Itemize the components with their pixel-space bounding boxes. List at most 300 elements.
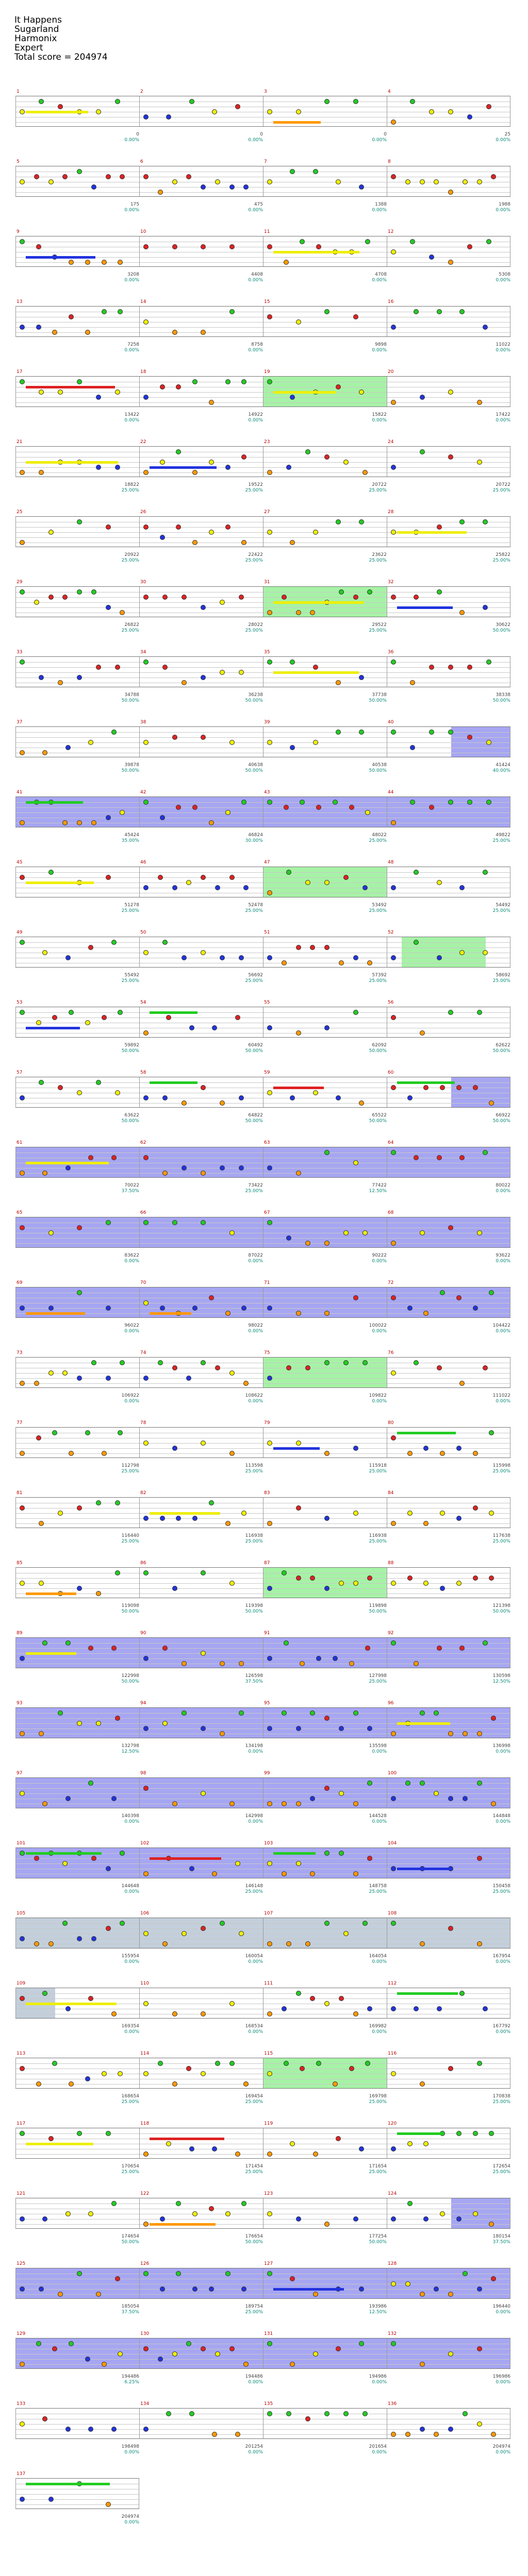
note-gem bbox=[106, 1866, 111, 1871]
note-gem bbox=[36, 244, 41, 249]
note-gem bbox=[111, 1646, 117, 1651]
measure-score: 171454 bbox=[245, 2164, 263, 2169]
sustain-tail bbox=[26, 111, 88, 113]
note-gem bbox=[120, 610, 125, 615]
bar-line bbox=[15, 1778, 16, 1808]
note-gem bbox=[239, 595, 244, 600]
note-gem bbox=[201, 605, 206, 610]
measure-score: 108622 bbox=[245, 1393, 263, 1398]
note-gem bbox=[473, 1451, 478, 1456]
note-gem bbox=[36, 2081, 41, 2087]
note-gem bbox=[267, 2011, 272, 2016]
note-gem bbox=[96, 665, 101, 670]
note-gem bbox=[158, 2357, 163, 2362]
staff bbox=[15, 1280, 510, 1318]
note-gem bbox=[405, 2432, 410, 2437]
measure-percent: 37.50% bbox=[245, 1679, 263, 1684]
measure-percent: 0.00% bbox=[496, 418, 510, 423]
note-gem bbox=[143, 1376, 148, 1381]
note-gem bbox=[420, 2427, 425, 2432]
measure-percent: 0.00% bbox=[124, 348, 139, 353]
note-gem bbox=[324, 880, 329, 885]
measure-score: 36238 bbox=[248, 692, 263, 698]
note-gem bbox=[172, 1801, 177, 1806]
note-gem bbox=[391, 2071, 396, 2076]
note-gem bbox=[172, 885, 177, 890]
staff bbox=[15, 1561, 510, 1598]
measure-percent: 50.00% bbox=[492, 1118, 510, 1124]
note-gem bbox=[36, 1435, 41, 1440]
measure-number: 94 bbox=[140, 1701, 146, 1706]
bar-line bbox=[139, 2198, 140, 2228]
measure-percent: 0.00% bbox=[248, 1259, 263, 1264]
note-gem bbox=[209, 530, 214, 535]
note-gem bbox=[235, 1861, 240, 1866]
bar-line bbox=[15, 657, 16, 687]
note-gem bbox=[489, 2131, 494, 2136]
measure-score: 185054 bbox=[121, 2304, 139, 2309]
sustain-tail bbox=[273, 601, 364, 604]
measure-score: 20922 bbox=[124, 552, 139, 557]
note-gem bbox=[77, 820, 82, 825]
note-gem bbox=[391, 2281, 396, 2286]
bar-line bbox=[139, 307, 140, 336]
note-gem bbox=[189, 2146, 194, 2151]
measure-score: 119098 bbox=[121, 1603, 139, 1608]
measure-score: 15822 bbox=[372, 412, 387, 417]
measure-percent: 0.00% bbox=[372, 1259, 387, 1264]
measure-score: 51278 bbox=[124, 903, 139, 908]
note-gem bbox=[229, 875, 235, 880]
measure-percent: 0.00% bbox=[248, 418, 263, 423]
note-gem bbox=[477, 1856, 482, 1861]
staff bbox=[15, 89, 510, 127]
measure-score: 25822 bbox=[496, 552, 510, 557]
note-gem bbox=[284, 2061, 289, 2066]
bar-line bbox=[15, 727, 16, 757]
measure-score: 160054 bbox=[245, 1954, 263, 1959]
measure-number: 132 bbox=[388, 2331, 397, 2336]
measure-percent: 0.00% bbox=[248, 1749, 263, 1754]
note-gem bbox=[209, 2286, 214, 2292]
note-gem bbox=[477, 1781, 482, 1786]
note-gem bbox=[448, 800, 453, 805]
bar-line bbox=[15, 2479, 16, 2509]
note-gem bbox=[429, 255, 434, 260]
measure-number: 60 bbox=[388, 1070, 394, 1075]
note-gem bbox=[267, 1941, 272, 1946]
measure-number: 37 bbox=[16, 720, 23, 725]
staff bbox=[15, 860, 510, 897]
note-gem bbox=[229, 1230, 235, 1235]
note-gem bbox=[296, 1801, 301, 1806]
measure-percent: 50.00% bbox=[492, 698, 510, 703]
sustain-tail bbox=[397, 1722, 450, 1725]
note-gem bbox=[296, 1311, 301, 1316]
note-gem bbox=[58, 1511, 63, 1516]
measure-number: 135 bbox=[264, 2401, 273, 2406]
note-gem bbox=[459, 885, 465, 890]
measure-number: 126 bbox=[140, 2261, 150, 2266]
note-gem bbox=[158, 190, 163, 195]
bar-line bbox=[139, 797, 140, 827]
bar-line bbox=[139, 1217, 140, 1247]
note-gem bbox=[313, 2151, 318, 2157]
note-gem bbox=[77, 1225, 82, 1230]
note-gem bbox=[286, 2411, 291, 2416]
note-gem bbox=[186, 174, 191, 179]
staff-row bbox=[0, 158, 528, 219]
sustain-tail bbox=[150, 2138, 224, 2140]
note-gem bbox=[220, 1100, 225, 1106]
song-title: It Happens bbox=[14, 15, 62, 25]
note-gem bbox=[176, 2201, 181, 2206]
note-gem bbox=[391, 1731, 396, 1736]
note-gem bbox=[209, 2206, 214, 2211]
measure-percent: 25.00% bbox=[121, 488, 139, 493]
note-gem bbox=[367, 2006, 372, 2011]
measure-score: 144528 bbox=[369, 1814, 387, 1819]
measure-percent: 50.00% bbox=[369, 2240, 387, 2245]
note-gem bbox=[143, 1300, 148, 1306]
note-gem bbox=[410, 239, 415, 244]
note-gem bbox=[220, 670, 225, 675]
note-gem bbox=[201, 1220, 206, 1225]
measure-number: 75 bbox=[264, 1350, 270, 1355]
note-gem bbox=[420, 2362, 425, 2367]
measure-percent: 0.00% bbox=[496, 1749, 510, 1754]
sustain-tail bbox=[26, 386, 115, 388]
note-gem bbox=[239, 1095, 244, 1100]
note-gem bbox=[20, 875, 25, 880]
measure-number: 89 bbox=[16, 1631, 23, 1636]
note-gem bbox=[305, 1241, 310, 1246]
note-gem bbox=[491, 174, 496, 179]
measure-number: 120 bbox=[388, 2121, 397, 2126]
note-gem bbox=[362, 2411, 368, 2416]
note-gem bbox=[172, 1446, 177, 1451]
measure-number: 88 bbox=[388, 1561, 394, 1566]
bar-line bbox=[15, 1287, 16, 1317]
note-gem bbox=[158, 1360, 163, 1365]
measure-number: 114 bbox=[140, 2051, 150, 2056]
note-gem bbox=[477, 2421, 482, 2427]
note-gem bbox=[459, 610, 465, 615]
note-gem bbox=[362, 885, 368, 890]
note-gem bbox=[201, 1726, 206, 1731]
measure-number: 66 bbox=[140, 1210, 146, 1215]
note-gem bbox=[162, 1721, 168, 1726]
measure-percent: 0.00% bbox=[124, 1329, 139, 1334]
measure-number: 56 bbox=[388, 1000, 394, 1005]
note-gem bbox=[162, 940, 168, 945]
staff-row bbox=[0, 858, 528, 920]
note-gem bbox=[267, 1165, 272, 1171]
measure-percent: 50.00% bbox=[492, 628, 510, 633]
note-gem bbox=[201, 1085, 206, 1090]
note-gem bbox=[39, 1080, 44, 1085]
measure-number: 113 bbox=[16, 2051, 26, 2056]
measure-score: 189754 bbox=[245, 2304, 263, 2309]
measure-score: 73422 bbox=[248, 1183, 263, 1188]
measure-percent: 25.00% bbox=[492, 978, 510, 984]
note-gem bbox=[20, 2286, 25, 2292]
measure-percent: 0.00% bbox=[496, 1819, 510, 1824]
staff-row bbox=[0, 1629, 528, 1691]
note-gem bbox=[192, 1516, 197, 1521]
note-gem bbox=[473, 2131, 478, 2136]
staff bbox=[15, 930, 510, 968]
note-gem bbox=[267, 659, 272, 665]
note-gem bbox=[359, 1100, 364, 1106]
note-gem bbox=[215, 885, 220, 890]
bar-line bbox=[139, 1077, 140, 1107]
measure-score: 194486 bbox=[245, 2374, 263, 2379]
note-gem bbox=[310, 945, 315, 950]
note-gem bbox=[189, 2411, 194, 2416]
note-gem bbox=[473, 2211, 478, 2216]
note-gem bbox=[20, 1010, 25, 1015]
measure-percent: 25.00% bbox=[369, 1539, 387, 1544]
note-gem bbox=[39, 675, 44, 680]
measure-score: 13422 bbox=[124, 412, 139, 417]
measure-number: 128 bbox=[388, 2261, 397, 2266]
measure-percent: 37.50% bbox=[121, 1189, 139, 1194]
note-gem bbox=[353, 1801, 358, 1806]
note-gem bbox=[353, 1295, 358, 1300]
note-gem bbox=[420, 1941, 425, 1946]
measure-percent: 0.00% bbox=[372, 1329, 387, 1334]
note-gem bbox=[448, 1926, 453, 1931]
measure-score: 119898 bbox=[369, 1603, 387, 1608]
note-gem bbox=[362, 1921, 368, 1926]
measure-number: 71 bbox=[264, 1280, 270, 1285]
note-gem bbox=[143, 1095, 148, 1100]
note-gem bbox=[209, 820, 214, 825]
bar-line bbox=[139, 587, 140, 617]
measure-percent: 12.50% bbox=[492, 1679, 510, 1684]
bar-line bbox=[15, 1217, 16, 1247]
note-gem bbox=[284, 260, 289, 265]
measure-score: 28022 bbox=[248, 622, 263, 628]
sustain-tail bbox=[397, 1081, 455, 1084]
measure-score: 60492 bbox=[248, 1043, 263, 1048]
measure-number: 58 bbox=[140, 1070, 146, 1075]
measure-score: 26822 bbox=[124, 622, 139, 628]
note-gem bbox=[296, 1030, 301, 1036]
staff-row bbox=[0, 2260, 528, 2321]
measure-number: 129 bbox=[16, 2331, 26, 2336]
note-gem bbox=[39, 1731, 44, 1736]
note-gem bbox=[489, 1575, 494, 1581]
note-gem bbox=[296, 1726, 301, 1731]
note-gem bbox=[267, 740, 272, 745]
measure-score: 55492 bbox=[124, 973, 139, 978]
measure-score: 49822 bbox=[496, 833, 510, 838]
note-gem bbox=[235, 104, 240, 109]
note-gem bbox=[201, 184, 206, 190]
note-gem bbox=[434, 2432, 439, 2437]
bar-line bbox=[139, 2338, 140, 2368]
measure-score: 98022 bbox=[248, 1323, 263, 1328]
staff-row bbox=[0, 718, 528, 780]
measure-percent: 0.00% bbox=[248, 1399, 263, 1404]
note-gem bbox=[166, 1015, 171, 1020]
measure-percent: 50.00% bbox=[369, 1048, 387, 1054]
staff bbox=[15, 720, 510, 757]
measure-percent: 0.00% bbox=[372, 208, 387, 213]
measure-score: 115998 bbox=[492, 1463, 510, 1468]
staff bbox=[15, 2191, 510, 2229]
note-gem bbox=[85, 260, 90, 265]
note-gem bbox=[349, 1661, 354, 1666]
note-gem bbox=[20, 1225, 25, 1230]
measure-score: 201654 bbox=[369, 2444, 387, 2449]
note-gem bbox=[85, 2076, 90, 2081]
note-gem bbox=[324, 1025, 329, 1030]
note-gem bbox=[359, 184, 364, 190]
bar-line bbox=[15, 1568, 16, 1598]
note-gem bbox=[448, 190, 453, 195]
measure-score: 90222 bbox=[372, 1253, 387, 1258]
note-gem bbox=[483, 1640, 488, 1646]
note-gem bbox=[267, 1025, 272, 1030]
note-gem bbox=[212, 1025, 217, 1030]
note-gem bbox=[143, 114, 148, 120]
staff bbox=[15, 1000, 510, 1038]
bar-line bbox=[139, 1007, 140, 1037]
note-gem bbox=[96, 2292, 101, 2297]
note-gem bbox=[201, 2071, 206, 2076]
measure-number: 136 bbox=[388, 2401, 397, 2406]
sustain-tail bbox=[397, 1868, 452, 1870]
measure-number: 55 bbox=[264, 1000, 270, 1005]
measure-score: 1388 bbox=[375, 202, 387, 207]
measure-percent: 0.00% bbox=[124, 2450, 139, 2455]
measure-score: 116440 bbox=[121, 1533, 139, 1538]
note-gem bbox=[48, 1230, 54, 1235]
measure-percent: 25.00% bbox=[492, 1539, 510, 1544]
note-gem bbox=[420, 1781, 425, 1786]
note-gem bbox=[423, 1446, 428, 1451]
note-gem bbox=[39, 1581, 44, 1586]
note-gem bbox=[77, 1290, 82, 1295]
measure-score: 80022 bbox=[496, 1183, 510, 1188]
measure-percent: 0.00% bbox=[124, 1399, 139, 1404]
measure-number: 101 bbox=[16, 1841, 26, 1846]
note-gem bbox=[391, 465, 396, 470]
note-gem bbox=[267, 2151, 272, 2157]
note-gem bbox=[410, 680, 415, 685]
note-gem bbox=[477, 2286, 482, 2292]
measure-score: 9898 bbox=[375, 342, 387, 347]
note-gem bbox=[88, 2211, 93, 2216]
staff-row bbox=[0, 1699, 528, 1761]
note-gem bbox=[201, 1360, 206, 1365]
measure-percent: 0.00% bbox=[248, 1959, 263, 1964]
note-gem bbox=[201, 1440, 206, 1446]
note-gem bbox=[235, 1015, 240, 1020]
note-gem bbox=[448, 2427, 453, 2432]
note-gem bbox=[115, 389, 120, 395]
measure-percent: 0.00% bbox=[496, 1329, 510, 1334]
note-gem bbox=[448, 2351, 453, 2357]
note-gem bbox=[463, 1731, 468, 1736]
note-gem bbox=[463, 1796, 468, 1801]
note-gem bbox=[405, 2281, 410, 2286]
measure-percent: 0.00% bbox=[496, 348, 510, 353]
staff-row bbox=[0, 2330, 528, 2392]
bar-line bbox=[15, 2268, 16, 2298]
note-gem bbox=[20, 1505, 25, 1511]
measure-number: 23 bbox=[264, 439, 270, 445]
measure-percent: 0.00% bbox=[248, 348, 263, 353]
note-gem bbox=[353, 2011, 358, 2016]
measure-score: 17422 bbox=[496, 412, 510, 417]
measure-number: 30 bbox=[140, 580, 146, 585]
measure-number: 108 bbox=[388, 1911, 397, 1916]
measure-number: 24 bbox=[388, 439, 394, 445]
measure-score: 119398 bbox=[245, 1603, 263, 1608]
note-gem bbox=[115, 2276, 120, 2281]
note-gem bbox=[267, 2271, 272, 2276]
note-gem bbox=[267, 800, 272, 805]
measure-percent: 0.00% bbox=[372, 1959, 387, 1964]
note-gem bbox=[201, 1570, 206, 1575]
note-gem bbox=[166, 2411, 171, 2416]
note-gem bbox=[391, 1521, 396, 1526]
note-gem bbox=[359, 2146, 364, 2151]
note-gem bbox=[353, 1710, 358, 1716]
measure-percent: 25.00% bbox=[492, 1469, 510, 1474]
note-gem bbox=[336, 730, 341, 735]
note-gem bbox=[489, 1511, 494, 1516]
measure-percent: 30.00% bbox=[245, 838, 263, 843]
measure-score: 155954 bbox=[121, 1954, 139, 1959]
measure-number: 93 bbox=[16, 1701, 23, 1706]
measure-score: 121398 bbox=[492, 1603, 510, 1608]
measure-percent: 0.00% bbox=[496, 2450, 510, 2455]
sustain-tail bbox=[26, 882, 94, 884]
measure-score: 25 bbox=[504, 132, 510, 137]
note-gem bbox=[106, 875, 111, 880]
note-gem bbox=[77, 675, 82, 680]
note-gem bbox=[353, 595, 358, 600]
note-gem bbox=[353, 2216, 358, 2222]
measure-number: 26 bbox=[140, 510, 146, 515]
note-gem bbox=[77, 379, 82, 384]
note-gem bbox=[201, 1171, 206, 1176]
measure-percent: 25.00% bbox=[121, 1539, 139, 1544]
measure-percent: 0.00% bbox=[372, 2450, 387, 2455]
note-gem bbox=[420, 1030, 425, 1036]
note-gem bbox=[96, 109, 101, 114]
measure-number: 54 bbox=[140, 1000, 146, 1005]
note-gem bbox=[282, 1801, 287, 1806]
measure-score: 122998 bbox=[121, 1673, 139, 1679]
measure-score: 164054 bbox=[369, 1954, 387, 1959]
note-gem bbox=[48, 870, 54, 875]
measure-number: 53 bbox=[16, 1000, 23, 1005]
note-gem bbox=[36, 2341, 41, 2346]
bar-line bbox=[139, 657, 140, 687]
note-gem bbox=[353, 1581, 358, 1586]
note-gem bbox=[282, 2006, 287, 2011]
measure-percent: 0.00% bbox=[496, 208, 510, 213]
note-gem bbox=[143, 1726, 148, 1731]
note-gem bbox=[362, 470, 368, 475]
note-gem bbox=[440, 1451, 445, 1456]
